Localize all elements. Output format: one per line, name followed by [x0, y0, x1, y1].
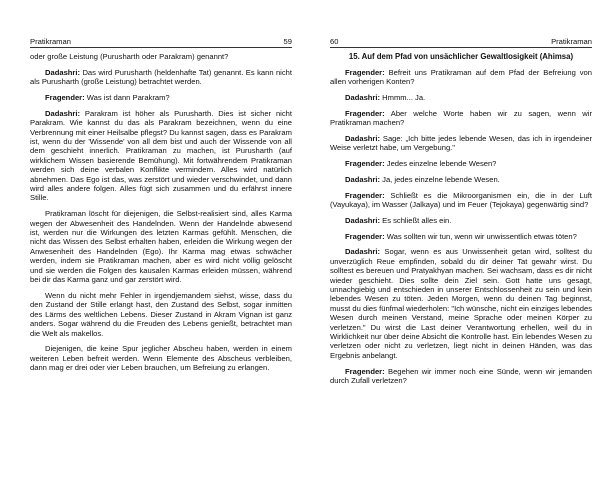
- paragraph: [30, 52, 292, 61]
- speaker-label: Dadashri:: [45, 108, 81, 118]
- paragraph-text: Es schließt alles ein.: [380, 215, 452, 225]
- paragraph-text: Sogar, wenn es aus Unwissenheit getan wird, solltest du unverzüglich Reue empfinden, sobald du dir deiner Tat gewahr wirst. Du solltest es bereuen und Pratyakhyan machen. Sei wachsam, dass es dir nicht wieder geschieht. Dies sollte dein Ziel sein. Gott hatte uns gesagt, unnachgiebig und entschieden in unserer Entschlossenheit zu sein und kein lebendes Wesen zu töten. Jeden Morgen, wenn du deinen Tag beginnst, musst du dies fünfmal wiederholen: "Ich wünsche, nicht ein einziges lebendes Wesen durch meinen Verstand, meine Sprache oder meinen Körper zu verletzen." Du wirst die Last deiner Verantwortung erhellen, weil du in Wirklichkeit nur über deine Absicht die Kontrolle hast. Ein lebendes Wesen zu verletzen oder nicht zu verletzen, liegt nicht in deinen Händen, was das Ergebnis anbelangt.: [330, 247, 592, 360]
- paragraph-text: Wenn du nicht mehr Fehler in irgendjemandem siehst, wisse, dass du den Zustand der Stille erlangt hast, den Zustand des Selbst, sogar inmitten des Lärms des weltlichen Lebens. Dieser Zustand in Akram Vignan ist ganz anders. Sogar während du die Freuden des Lebens genießt, betrachtet man die Welt als makellos.: [30, 290, 292, 338]
- speaker-label: Fragender:: [45, 93, 85, 102]
- speaker-label: Fragender:: [345, 190, 385, 200]
- paragraph: [330, 191, 592, 210]
- paragraph: [330, 93, 592, 102]
- paragraph-text: Schließt es die Mikroorganismen ein, die in der Luft (Vayukaya), im Wasser (Jalkaya) und im Feuer (Tejokaya) gegenwärtig sind?: [330, 190, 592, 209]
- chapter-title: 15. Auf dem Pfad von unsächlicher Gewaltlosigkeit (Ahimsa): [348, 52, 574, 61]
- speaker-label: Dadashri:: [45, 67, 81, 77]
- paragraph-text: Begehen wir immer noch eine Sünde, wenn wir jemanden durch Zufall verletzen?: [330, 366, 592, 386]
- speaker-label: Fragender:: [345, 108, 385, 118]
- paragraph: [330, 109, 592, 128]
- speaker-label: Dadashri:: [345, 215, 381, 225]
- paragraph-text: Jedes einzelne lebende Wesen?: [384, 159, 497, 168]
- speaker-label: Fragender:: [345, 159, 385, 168]
- paragraph: [30, 209, 292, 284]
- paragraph: [30, 344, 292, 372]
- left-page: [30, 0, 292, 484]
- speaker-label: Fragender:: [345, 366, 385, 376]
- paragraph: [330, 68, 592, 87]
- speaker-label: Dadashri:: [345, 133, 381, 143]
- paragraph: [330, 247, 592, 360]
- paragraph: [30, 93, 292, 102]
- paragraph: [30, 109, 292, 203]
- left-page-body: [30, 52, 292, 373]
- paragraph-text: Ja, jedes einzelne lebende Wesen.: [380, 174, 500, 184]
- paragraph: [330, 159, 592, 168]
- right-running-title: Pratikraman: [551, 37, 592, 46]
- right-page-body: [330, 68, 592, 386]
- paragraph: [330, 232, 592, 241]
- left-running-title: Pratikraman: [30, 37, 71, 46]
- paragraph: [30, 68, 292, 87]
- paragraph-text: Hmmm... Ja.: [380, 92, 426, 102]
- speaker-label: Fragender:: [345, 67, 385, 77]
- paragraph-text: Diejenigen, die keine Spur jeglicher Abscheu haben, werden in einem weiteren Leben befreit werden. Wenn Elemente des Abscheus verbleiben, dann mag er drei oder vier Leben brauchen, um Befreiung zu erlangen.: [30, 344, 292, 373]
- paragraph-text: Parakram ist höher als Purusharth. Dies ist sicher nicht Parakram. Wie kannst du das als Parakram bezeichnen, wenn du eine Verbrennung mit einer Heilsalbe pflegst? Du kannst sagen, dass es Parakram ist, wenn du der 'Wissende' von all dem bist und auch der Wissende von all dem geschieht innerlich. Pratikraman zu machen, ist Purusharth (auf wirklichem Wissen basierende Bemühung). Mit fortwährendem Pratikraman werden sich deine verbalen Konflikte vermindern. Alles wird natürlich abnehmen. Das Ego ist das, was zerstört und wieder verschwindet, und dann wird alles andere folgen. Alles fügt sich zusammen und du erfährst innere Stille.: [30, 108, 292, 203]
- paragraph: [30, 291, 292, 338]
- paragraph: [330, 134, 592, 153]
- right-page-number: 60: [330, 37, 339, 46]
- speaker-label: Dadashri:: [345, 174, 381, 184]
- paragraph-text: Was ist dann Parakram?: [84, 93, 170, 102]
- left-page-number: 59: [283, 37, 292, 46]
- right-page: [330, 0, 592, 484]
- speaker-label: Fragender:: [345, 231, 385, 241]
- right-running-head: [330, 36, 592, 48]
- paragraph: [330, 175, 592, 184]
- speaker-label: Dadashri:: [345, 92, 381, 102]
- paragraph-text: Sage: „Ich bitte jedes lebende Wesen, das ich in irgendeiner Weise verletzt habe, um Vergebung.": [330, 133, 592, 153]
- paragraph: [330, 367, 592, 386]
- paragraph-text: Aber welche Worte haben wir zu sagen, wenn wir Pratikraman machen?: [330, 108, 592, 127]
- paragraph-text: Befreit uns Pratikraman auf dem Pfad der Befreiung von allen vorherigen Konten?: [330, 67, 592, 86]
- speaker-label: Dadashri:: [345, 247, 381, 257]
- paragraph-text: oder große Leistung (Purusharth oder Parakram) genannt?: [30, 52, 229, 61]
- paragraph-text: Was sollten wir tun, wenn wir unwissentlich etwas töten?: [384, 231, 577, 241]
- paragraph-text: Das wird Purusharth (heldenhafte Tat) genannt. Es kann nicht als Purusharth (große Leistung) betrachtet werden.: [30, 67, 292, 87]
- left-running-head: [30, 36, 292, 48]
- paragraph-text: Pratikraman löscht für diejenigen, die Selbst-realisiert sind, alles Karma wegen der Abwesenheit des Handelnden. Wenn der Handelnde abwesend ist, werden nur die Wirkungen des letzten Karmas gefühlt. Menschen, die nicht das Wissen des Selbst erhalten haben, erleiden die Wirkung wegen der Anwesenheit des Handelnden (Ego). Ihr Karma mag etwas schwächer werden, indem sie Pratikraman machen, aber es wird nicht völlig gelöscht und sie werden die Folgen des kausalen Karmas erleiden müssen, während bei dir das Karma ganz und gar zerstört wird.: [30, 209, 292, 285]
- paragraph: [330, 216, 592, 225]
